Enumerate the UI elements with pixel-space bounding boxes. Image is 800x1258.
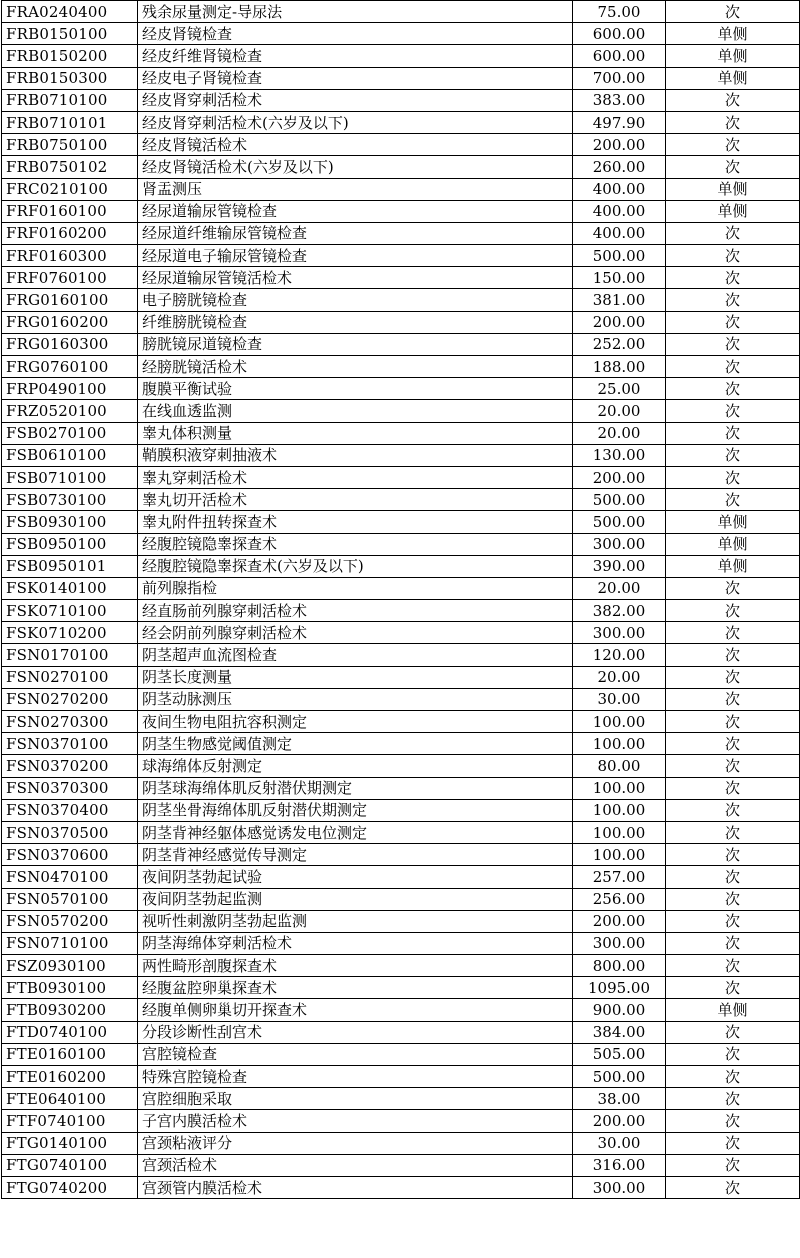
item-name-cell: 夜间阴茎勃起监测 — [138, 888, 573, 910]
item-unit-cell: 次 — [666, 777, 800, 799]
item-price-cell: 500.00 — [573, 489, 666, 511]
item-code-cell: FRB0710101 — [2, 111, 138, 133]
table-row — [2, 23, 800, 45]
item-price-cell: 900.00 — [573, 999, 666, 1021]
table-row — [2, 711, 800, 733]
item-name-cell: 阴茎背神经感觉传导测定 — [138, 844, 573, 866]
item-code-cell: FTG0740100 — [2, 1154, 138, 1176]
table-row — [2, 89, 800, 111]
item-unit-cell: 次 — [666, 1043, 800, 1065]
item-code-cell: FRB0150100 — [2, 23, 138, 45]
item-code-cell: FSB0730100 — [2, 489, 138, 511]
item-code-cell: FRB0710100 — [2, 89, 138, 111]
item-code-cell: FSN0270300 — [2, 711, 138, 733]
item-name-cell: 两性畸形剖腹探查术 — [138, 955, 573, 977]
item-name-cell: 经尿道输尿管镜活检术 — [138, 267, 573, 289]
table-row — [2, 688, 800, 710]
item-name-cell: 经皮肾穿刺活检术(六岁及以下) — [138, 111, 573, 133]
item-unit-cell: 次 — [666, 1132, 800, 1154]
item-code-cell: FRP0490100 — [2, 378, 138, 400]
item-price-cell: 100.00 — [573, 821, 666, 843]
item-unit-cell: 次 — [666, 1110, 800, 1132]
item-name-cell: 睾丸体积测量 — [138, 422, 573, 444]
item-name-cell: 肾盂测压 — [138, 178, 573, 200]
item-name-cell: 经皮纤维肾镜检查 — [138, 45, 573, 67]
table-row — [2, 910, 800, 932]
item-code-cell: FRF0160300 — [2, 245, 138, 267]
item-price-cell: 200.00 — [573, 466, 666, 488]
item-unit-cell: 次 — [666, 245, 800, 267]
item-code-cell: FSK0710200 — [2, 622, 138, 644]
item-price-cell: 30.00 — [573, 688, 666, 710]
item-price-cell: 20.00 — [573, 666, 666, 688]
item-code-cell: FSB0710100 — [2, 466, 138, 488]
item-unit-cell: 次 — [666, 644, 800, 666]
item-name-cell: 视听性刺激阴茎勃起监测 — [138, 910, 573, 932]
item-code-cell: FSB0950100 — [2, 533, 138, 555]
item-code-cell: FSN0370600 — [2, 844, 138, 866]
item-unit-cell: 次 — [666, 466, 800, 488]
item-unit-cell: 单侧 — [666, 67, 800, 89]
item-name-cell: 经皮肾镜检查 — [138, 23, 573, 45]
item-price-cell: 300.00 — [573, 932, 666, 954]
table-row — [2, 400, 800, 422]
item-unit-cell: 次 — [666, 932, 800, 954]
item-name-cell: 子宫内膜活检术 — [138, 1110, 573, 1132]
item-name-cell: 阴茎海绵体穿刺活检术 — [138, 932, 573, 954]
item-unit-cell: 单侧 — [666, 511, 800, 533]
item-price-cell: 100.00 — [573, 777, 666, 799]
item-unit-cell: 次 — [666, 134, 800, 156]
item-price-cell: 256.00 — [573, 888, 666, 910]
table-row — [2, 755, 800, 777]
item-code-cell: FRG0160300 — [2, 333, 138, 355]
item-price-cell: 75.00 — [573, 1, 666, 23]
item-unit-cell: 次 — [666, 156, 800, 178]
item-unit-cell: 次 — [666, 888, 800, 910]
item-price-cell: 390.00 — [573, 555, 666, 577]
item-code-cell: FSN0710100 — [2, 932, 138, 954]
item-unit-cell: 次 — [666, 333, 800, 355]
table-row — [2, 888, 800, 910]
table-row — [2, 45, 800, 67]
table-row — [2, 178, 800, 200]
item-unit-cell: 次 — [666, 821, 800, 843]
item-unit-cell: 次 — [666, 688, 800, 710]
item-code-cell: FRG0760100 — [2, 356, 138, 378]
table-row — [2, 1021, 800, 1043]
item-price-cell: 200.00 — [573, 910, 666, 932]
price-table — [1, 0, 800, 1199]
item-name-cell: 宫颈管内膜活检术 — [138, 1176, 573, 1198]
table-row — [2, 1, 800, 23]
item-unit-cell: 次 — [666, 311, 800, 333]
item-code-cell: FTD0740100 — [2, 1021, 138, 1043]
item-unit-cell: 次 — [666, 755, 800, 777]
table-row — [2, 267, 800, 289]
item-code-cell: FSB0270100 — [2, 422, 138, 444]
item-code-cell: FRF0160200 — [2, 222, 138, 244]
item-name-cell: 阴茎球海绵体肌反射潜伏期测定 — [138, 777, 573, 799]
item-price-cell: 260.00 — [573, 156, 666, 178]
item-code-cell: FSN0470100 — [2, 866, 138, 888]
table-row — [2, 356, 800, 378]
item-name-cell: 经皮电子肾镜检查 — [138, 67, 573, 89]
item-name-cell: 经直肠前列腺穿刺活检术 — [138, 600, 573, 622]
table-row — [2, 666, 800, 688]
item-name-cell: 经腹盆腔卵巢探查术 — [138, 977, 573, 999]
item-unit-cell: 次 — [666, 1176, 800, 1198]
item-price-cell: 300.00 — [573, 533, 666, 555]
item-code-cell: FTG0140100 — [2, 1132, 138, 1154]
item-price-cell: 20.00 — [573, 577, 666, 599]
item-code-cell: FTG0740200 — [2, 1176, 138, 1198]
item-name-cell: 膀胱镜尿道镜检查 — [138, 333, 573, 355]
item-name-cell: 夜间生物电阻抗容积测定 — [138, 711, 573, 733]
item-unit-cell: 次 — [666, 89, 800, 111]
item-unit-cell: 次 — [666, 733, 800, 755]
item-code-cell: FRB0750102 — [2, 156, 138, 178]
item-code-cell: FRB0150200 — [2, 45, 138, 67]
item-price-cell: 257.00 — [573, 866, 666, 888]
item-price-cell: 400.00 — [573, 222, 666, 244]
table-row — [2, 533, 800, 555]
item-price-cell: 100.00 — [573, 733, 666, 755]
table-row — [2, 999, 800, 1021]
item-name-cell: 经腹单侧卵巢切开探查术 — [138, 999, 573, 1021]
table-row — [2, 777, 800, 799]
table-row — [2, 932, 800, 954]
item-price-cell: 80.00 — [573, 755, 666, 777]
item-price-cell: 600.00 — [573, 45, 666, 67]
item-name-cell: 宫颈活检术 — [138, 1154, 573, 1176]
table-row — [2, 511, 800, 533]
item-unit-cell: 次 — [666, 267, 800, 289]
item-unit-cell: 次 — [666, 577, 800, 599]
item-unit-cell: 次 — [666, 799, 800, 821]
table-row — [2, 622, 800, 644]
item-code-cell: FSN0270200 — [2, 688, 138, 710]
item-price-cell: 1095.00 — [573, 977, 666, 999]
item-unit-cell: 次 — [666, 1088, 800, 1110]
item-unit-cell: 单侧 — [666, 178, 800, 200]
item-price-cell: 20.00 — [573, 400, 666, 422]
item-name-cell: 阴茎动脉测压 — [138, 688, 573, 710]
item-code-cell: FRB0750100 — [2, 134, 138, 156]
item-unit-cell: 单侧 — [666, 200, 800, 222]
item-code-cell: FTE0160100 — [2, 1043, 138, 1065]
item-price-cell: 400.00 — [573, 200, 666, 222]
table-row — [2, 222, 800, 244]
item-code-cell: FSN0370300 — [2, 777, 138, 799]
table-row — [2, 600, 800, 622]
item-name-cell: 经皮肾镜活检术(六岁及以下) — [138, 156, 573, 178]
item-code-cell: FRF0760100 — [2, 267, 138, 289]
item-unit-cell: 次 — [666, 1, 800, 23]
item-price-cell: 300.00 — [573, 1176, 666, 1198]
item-name-cell: 在线血透监测 — [138, 400, 573, 422]
item-code-cell: FSN0370400 — [2, 799, 138, 821]
item-unit-cell: 次 — [666, 1154, 800, 1176]
item-name-cell: 经尿道纤维输尿管镜检查 — [138, 222, 573, 244]
item-price-cell: 20.00 — [573, 422, 666, 444]
item-unit-cell: 次 — [666, 222, 800, 244]
item-code-cell: FRC0210100 — [2, 178, 138, 200]
item-price-cell: 150.00 — [573, 267, 666, 289]
table-row — [2, 1176, 800, 1198]
item-code-cell: FSZ0930100 — [2, 955, 138, 977]
item-name-cell: 阴茎生物感觉阈值测定 — [138, 733, 573, 755]
item-price-cell: 100.00 — [573, 799, 666, 821]
item-unit-cell: 单侧 — [666, 555, 800, 577]
table-row — [2, 134, 800, 156]
item-code-cell: FTE0640100 — [2, 1088, 138, 1110]
item-code-cell: FTB0930200 — [2, 999, 138, 1021]
item-unit-cell: 次 — [666, 622, 800, 644]
table-row — [2, 799, 800, 821]
table-row — [2, 844, 800, 866]
table-row — [2, 466, 800, 488]
item-unit-cell: 次 — [666, 866, 800, 888]
item-unit-cell: 单侧 — [666, 999, 800, 1021]
item-unit-cell: 次 — [666, 489, 800, 511]
item-price-cell: 100.00 — [573, 711, 666, 733]
table-row — [2, 955, 800, 977]
table-row — [2, 733, 800, 755]
item-price-cell: 600.00 — [573, 23, 666, 45]
item-name-cell: 宫颈粘液评分 — [138, 1132, 573, 1154]
item-price-cell: 38.00 — [573, 1088, 666, 1110]
item-price-cell: 252.00 — [573, 333, 666, 355]
item-price-cell: 500.00 — [573, 1066, 666, 1088]
item-name-cell: 经皮肾镜活检术 — [138, 134, 573, 156]
item-name-cell: 经尿道输尿管镜检查 — [138, 200, 573, 222]
item-name-cell: 鞘膜积液穿刺抽液术 — [138, 444, 573, 466]
item-unit-cell: 单侧 — [666, 45, 800, 67]
item-unit-cell: 次 — [666, 1066, 800, 1088]
item-code-cell: FSN0570200 — [2, 910, 138, 932]
item-name-cell: 经皮肾穿刺活检术 — [138, 89, 573, 111]
item-unit-cell: 次 — [666, 422, 800, 444]
item-code-cell: FSN0370200 — [2, 755, 138, 777]
item-code-cell: FSN0370500 — [2, 821, 138, 843]
table-body — [2, 1, 800, 1199]
table-row — [2, 977, 800, 999]
table-row — [2, 311, 800, 333]
item-price-cell: 800.00 — [573, 955, 666, 977]
table-row — [2, 1110, 800, 1132]
item-price-cell: 100.00 — [573, 844, 666, 866]
table-row — [2, 489, 800, 511]
item-unit-cell: 次 — [666, 356, 800, 378]
item-name-cell: 经会阴前列腺穿刺活检术 — [138, 622, 573, 644]
item-price-cell: 200.00 — [573, 134, 666, 156]
item-unit-cell: 次 — [666, 400, 800, 422]
item-name-cell: 经腹腔镜隐睾探查术(六岁及以下) — [138, 555, 573, 577]
item-price-cell: 200.00 — [573, 311, 666, 333]
item-code-cell: FSN0270100 — [2, 666, 138, 688]
item-name-cell: 夜间阴茎勃起试验 — [138, 866, 573, 888]
item-name-cell: 分段诊断性刮宫术 — [138, 1021, 573, 1043]
item-name-cell: 特殊宫腔镜检查 — [138, 1066, 573, 1088]
item-name-cell: 睾丸穿刺活检术 — [138, 466, 573, 488]
item-price-cell: 200.00 — [573, 1110, 666, 1132]
item-unit-cell: 次 — [666, 600, 800, 622]
table-row — [2, 67, 800, 89]
item-unit-cell: 次 — [666, 977, 800, 999]
item-unit-cell: 次 — [666, 289, 800, 311]
item-code-cell: FTB0930100 — [2, 977, 138, 999]
item-code-cell: FSN0170100 — [2, 644, 138, 666]
item-name-cell: 球海绵体反射测定 — [138, 755, 573, 777]
item-unit-cell: 次 — [666, 711, 800, 733]
item-code-cell: FRB0150300 — [2, 67, 138, 89]
item-code-cell: FSB0950101 — [2, 555, 138, 577]
table-row — [2, 111, 800, 133]
item-name-cell: 腹膜平衡试验 — [138, 378, 573, 400]
item-name-cell: 残余尿量测定-导尿法 — [138, 1, 573, 23]
item-price-cell: 30.00 — [573, 1132, 666, 1154]
table-row — [2, 555, 800, 577]
item-code-cell: FRZ0520100 — [2, 400, 138, 422]
item-name-cell: 阴茎长度测量 — [138, 666, 573, 688]
item-price-cell: 120.00 — [573, 644, 666, 666]
table-row — [2, 644, 800, 666]
item-name-cell: 前列腺指检 — [138, 577, 573, 599]
item-unit-cell: 次 — [666, 378, 800, 400]
table-row — [2, 577, 800, 599]
item-price-cell: 300.00 — [573, 622, 666, 644]
item-name-cell: 宫腔细胞采取 — [138, 1088, 573, 1110]
item-unit-cell: 次 — [666, 666, 800, 688]
item-code-cell: FSK0710100 — [2, 600, 138, 622]
table-row — [2, 200, 800, 222]
item-code-cell: FSN0570100 — [2, 888, 138, 910]
item-name-cell: 睾丸附件扭转探查术 — [138, 511, 573, 533]
item-code-cell: FSB0610100 — [2, 444, 138, 466]
item-name-cell: 经膀胱镜活检术 — [138, 356, 573, 378]
item-price-cell: 500.00 — [573, 511, 666, 533]
item-code-cell: FRF0160100 — [2, 200, 138, 222]
item-name-cell: 阴茎坐骨海绵体肌反射潜伏期测定 — [138, 799, 573, 821]
item-price-cell: 188.00 — [573, 356, 666, 378]
item-unit-cell: 单侧 — [666, 23, 800, 45]
item-unit-cell: 次 — [666, 1021, 800, 1043]
item-code-cell: FRA0240400 — [2, 1, 138, 23]
item-name-cell: 睾丸切开活检术 — [138, 489, 573, 511]
item-price-cell: 497.90 — [573, 111, 666, 133]
item-code-cell: FTE0160200 — [2, 1066, 138, 1088]
item-name-cell: 宫腔镜检查 — [138, 1043, 573, 1065]
item-price-cell: 382.00 — [573, 600, 666, 622]
item-unit-cell: 次 — [666, 844, 800, 866]
item-code-cell: FSN0370100 — [2, 733, 138, 755]
item-name-cell: 纤维膀胱镜检查 — [138, 311, 573, 333]
item-name-cell: 电子膀胱镜检查 — [138, 289, 573, 311]
table-row — [2, 866, 800, 888]
table-row — [2, 289, 800, 311]
item-name-cell: 经尿道电子输尿管镜检查 — [138, 245, 573, 267]
item-price-cell: 316.00 — [573, 1154, 666, 1176]
item-price-cell: 384.00 — [573, 1021, 666, 1043]
item-unit-cell: 次 — [666, 111, 800, 133]
table-row — [2, 1043, 800, 1065]
table-row — [2, 333, 800, 355]
table-row — [2, 378, 800, 400]
table-row — [2, 444, 800, 466]
table-row — [2, 821, 800, 843]
table-row — [2, 1154, 800, 1176]
item-price-cell: 383.00 — [573, 89, 666, 111]
item-price-cell: 130.00 — [573, 444, 666, 466]
table-row — [2, 1088, 800, 1110]
item-price-cell: 25.00 — [573, 378, 666, 400]
item-unit-cell: 次 — [666, 910, 800, 932]
table-row — [2, 245, 800, 267]
item-name-cell: 经腹腔镜隐睾探查术 — [138, 533, 573, 555]
item-code-cell: FSB0930100 — [2, 511, 138, 533]
item-code-cell: FTF0740100 — [2, 1110, 138, 1132]
item-price-cell: 400.00 — [573, 178, 666, 200]
table-row — [2, 1132, 800, 1154]
table-row — [2, 422, 800, 444]
item-unit-cell: 次 — [666, 955, 800, 977]
table-row — [2, 156, 800, 178]
item-price-cell: 381.00 — [573, 289, 666, 311]
item-unit-cell: 次 — [666, 444, 800, 466]
item-price-cell: 700.00 — [573, 67, 666, 89]
item-name-cell: 阴茎超声血流图检查 — [138, 644, 573, 666]
item-name-cell: 阴茎背神经躯体感觉诱发电位测定 — [138, 821, 573, 843]
item-unit-cell: 单侧 — [666, 533, 800, 555]
item-price-cell: 500.00 — [573, 245, 666, 267]
item-code-cell: FSK0140100 — [2, 577, 138, 599]
item-code-cell: FRG0160100 — [2, 289, 138, 311]
item-price-cell: 505.00 — [573, 1043, 666, 1065]
item-code-cell: FRG0160200 — [2, 311, 138, 333]
table-row — [2, 1066, 800, 1088]
